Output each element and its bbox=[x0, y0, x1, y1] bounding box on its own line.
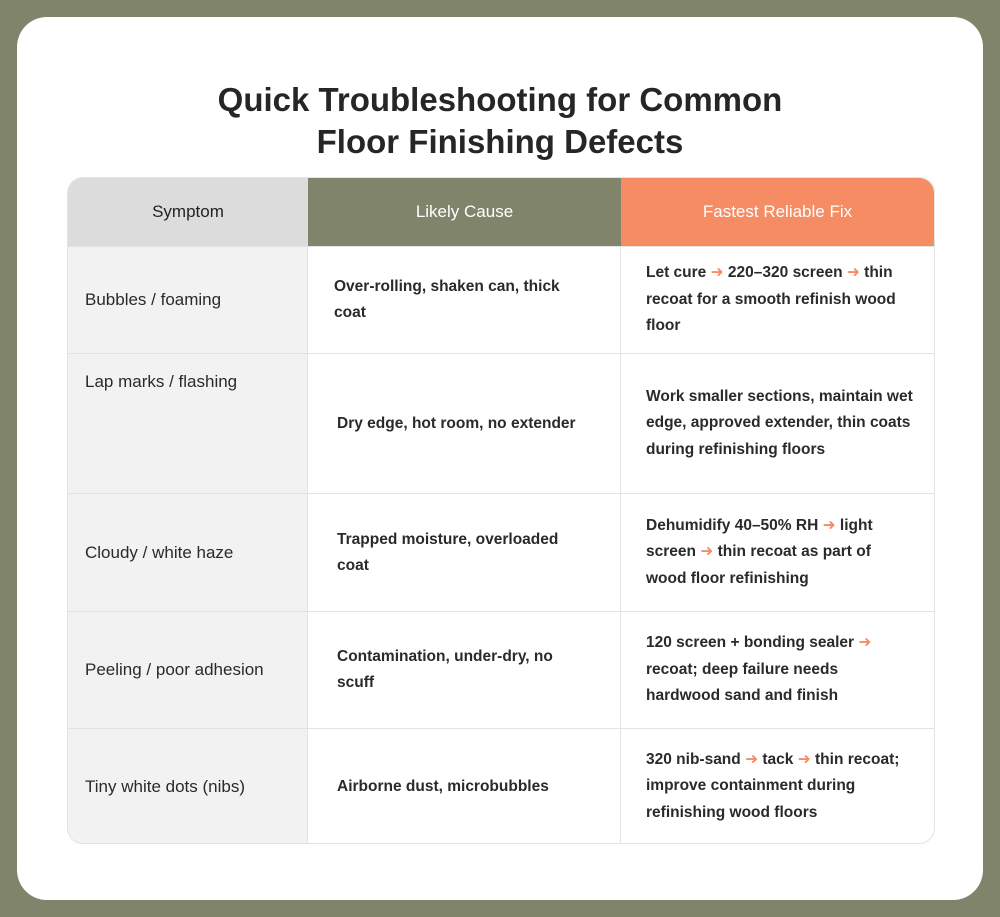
symptom-cell: Bubbles / foaming bbox=[68, 247, 308, 353]
fix-cell bbox=[621, 354, 934, 493]
cause-cell: Airborne dust, microbubbles bbox=[308, 729, 621, 844]
fix-text: 120 screen + bonding sealer bbox=[646, 634, 859, 652]
troubleshooting-table bbox=[67, 177, 935, 844]
fix-text: 220–320 screen bbox=[723, 264, 847, 282]
fix-text: thin recoat; improve containment during refinishing wood floors bbox=[646, 750, 900, 821]
fix-text: tack bbox=[758, 750, 798, 768]
fix-text: thin recoat as part of wood floor refinishing bbox=[646, 543, 871, 587]
symptom-cell: Peeling / poor adhesion bbox=[68, 612, 308, 728]
cause-cell: Contamination, under-dry, no scuff bbox=[308, 612, 621, 728]
arrow-icon: ➜ bbox=[745, 750, 759, 768]
header-fastest-fix: Fastest Reliable Fix bbox=[621, 178, 934, 246]
cause-cell: Trapped moisture, overloaded coat bbox=[308, 494, 621, 611]
table-row bbox=[68, 493, 934, 611]
fix-text: light screen bbox=[646, 516, 873, 561]
fix-cell bbox=[621, 612, 934, 728]
page-title bbox=[17, 79, 983, 163]
arrow-icon: ➜ bbox=[797, 750, 811, 768]
table-row bbox=[68, 728, 934, 844]
arrow-icon: ➜ bbox=[846, 264, 860, 282]
symptom-cell: Lap marks / flashing bbox=[68, 354, 308, 493]
table-header-row bbox=[68, 178, 934, 246]
symptom-cell: Cloudy / white haze bbox=[68, 494, 308, 611]
table-row bbox=[68, 353, 934, 493]
fix-text: recoat; deep failure needs hardwood sand and finish bbox=[646, 660, 839, 705]
fix-text: Dehumidify 40–50% RH bbox=[646, 516, 823, 534]
arrow-icon: ➜ bbox=[710, 264, 724, 282]
table-row bbox=[68, 611, 934, 728]
content-card bbox=[17, 17, 983, 900]
fix-cell bbox=[621, 494, 934, 611]
fix-text: 320 nib-sand bbox=[646, 750, 746, 768]
arrow-icon: ➜ bbox=[822, 516, 836, 534]
fix-cell bbox=[621, 729, 934, 844]
fix-text: Let cure bbox=[646, 264, 711, 282]
fix-cell bbox=[621, 247, 934, 353]
title-line-2: Floor Finishing Defects bbox=[316, 123, 684, 160]
arrow-icon: ➜ bbox=[858, 634, 872, 652]
cause-cell: Dry edge, hot room, no extender bbox=[308, 354, 621, 493]
header-likely-cause: Likely Cause bbox=[308, 178, 621, 246]
arrow-icon: ➜ bbox=[700, 543, 714, 561]
cause-cell: Over-rolling, shaken can, thick coat bbox=[308, 247, 621, 353]
table-row bbox=[68, 246, 934, 353]
title-line-1: Quick Troubleshooting for Common bbox=[217, 81, 783, 118]
fix-text: thin recoat for a smooth refinish wood floor bbox=[646, 264, 896, 335]
fix-text: Work smaller sections, maintain wet edge, approved extender, thin coats during refinishing floors bbox=[646, 387, 913, 458]
header-symptom: Symptom bbox=[68, 178, 308, 246]
symptom-cell: Tiny white dots (nibs) bbox=[68, 729, 308, 844]
